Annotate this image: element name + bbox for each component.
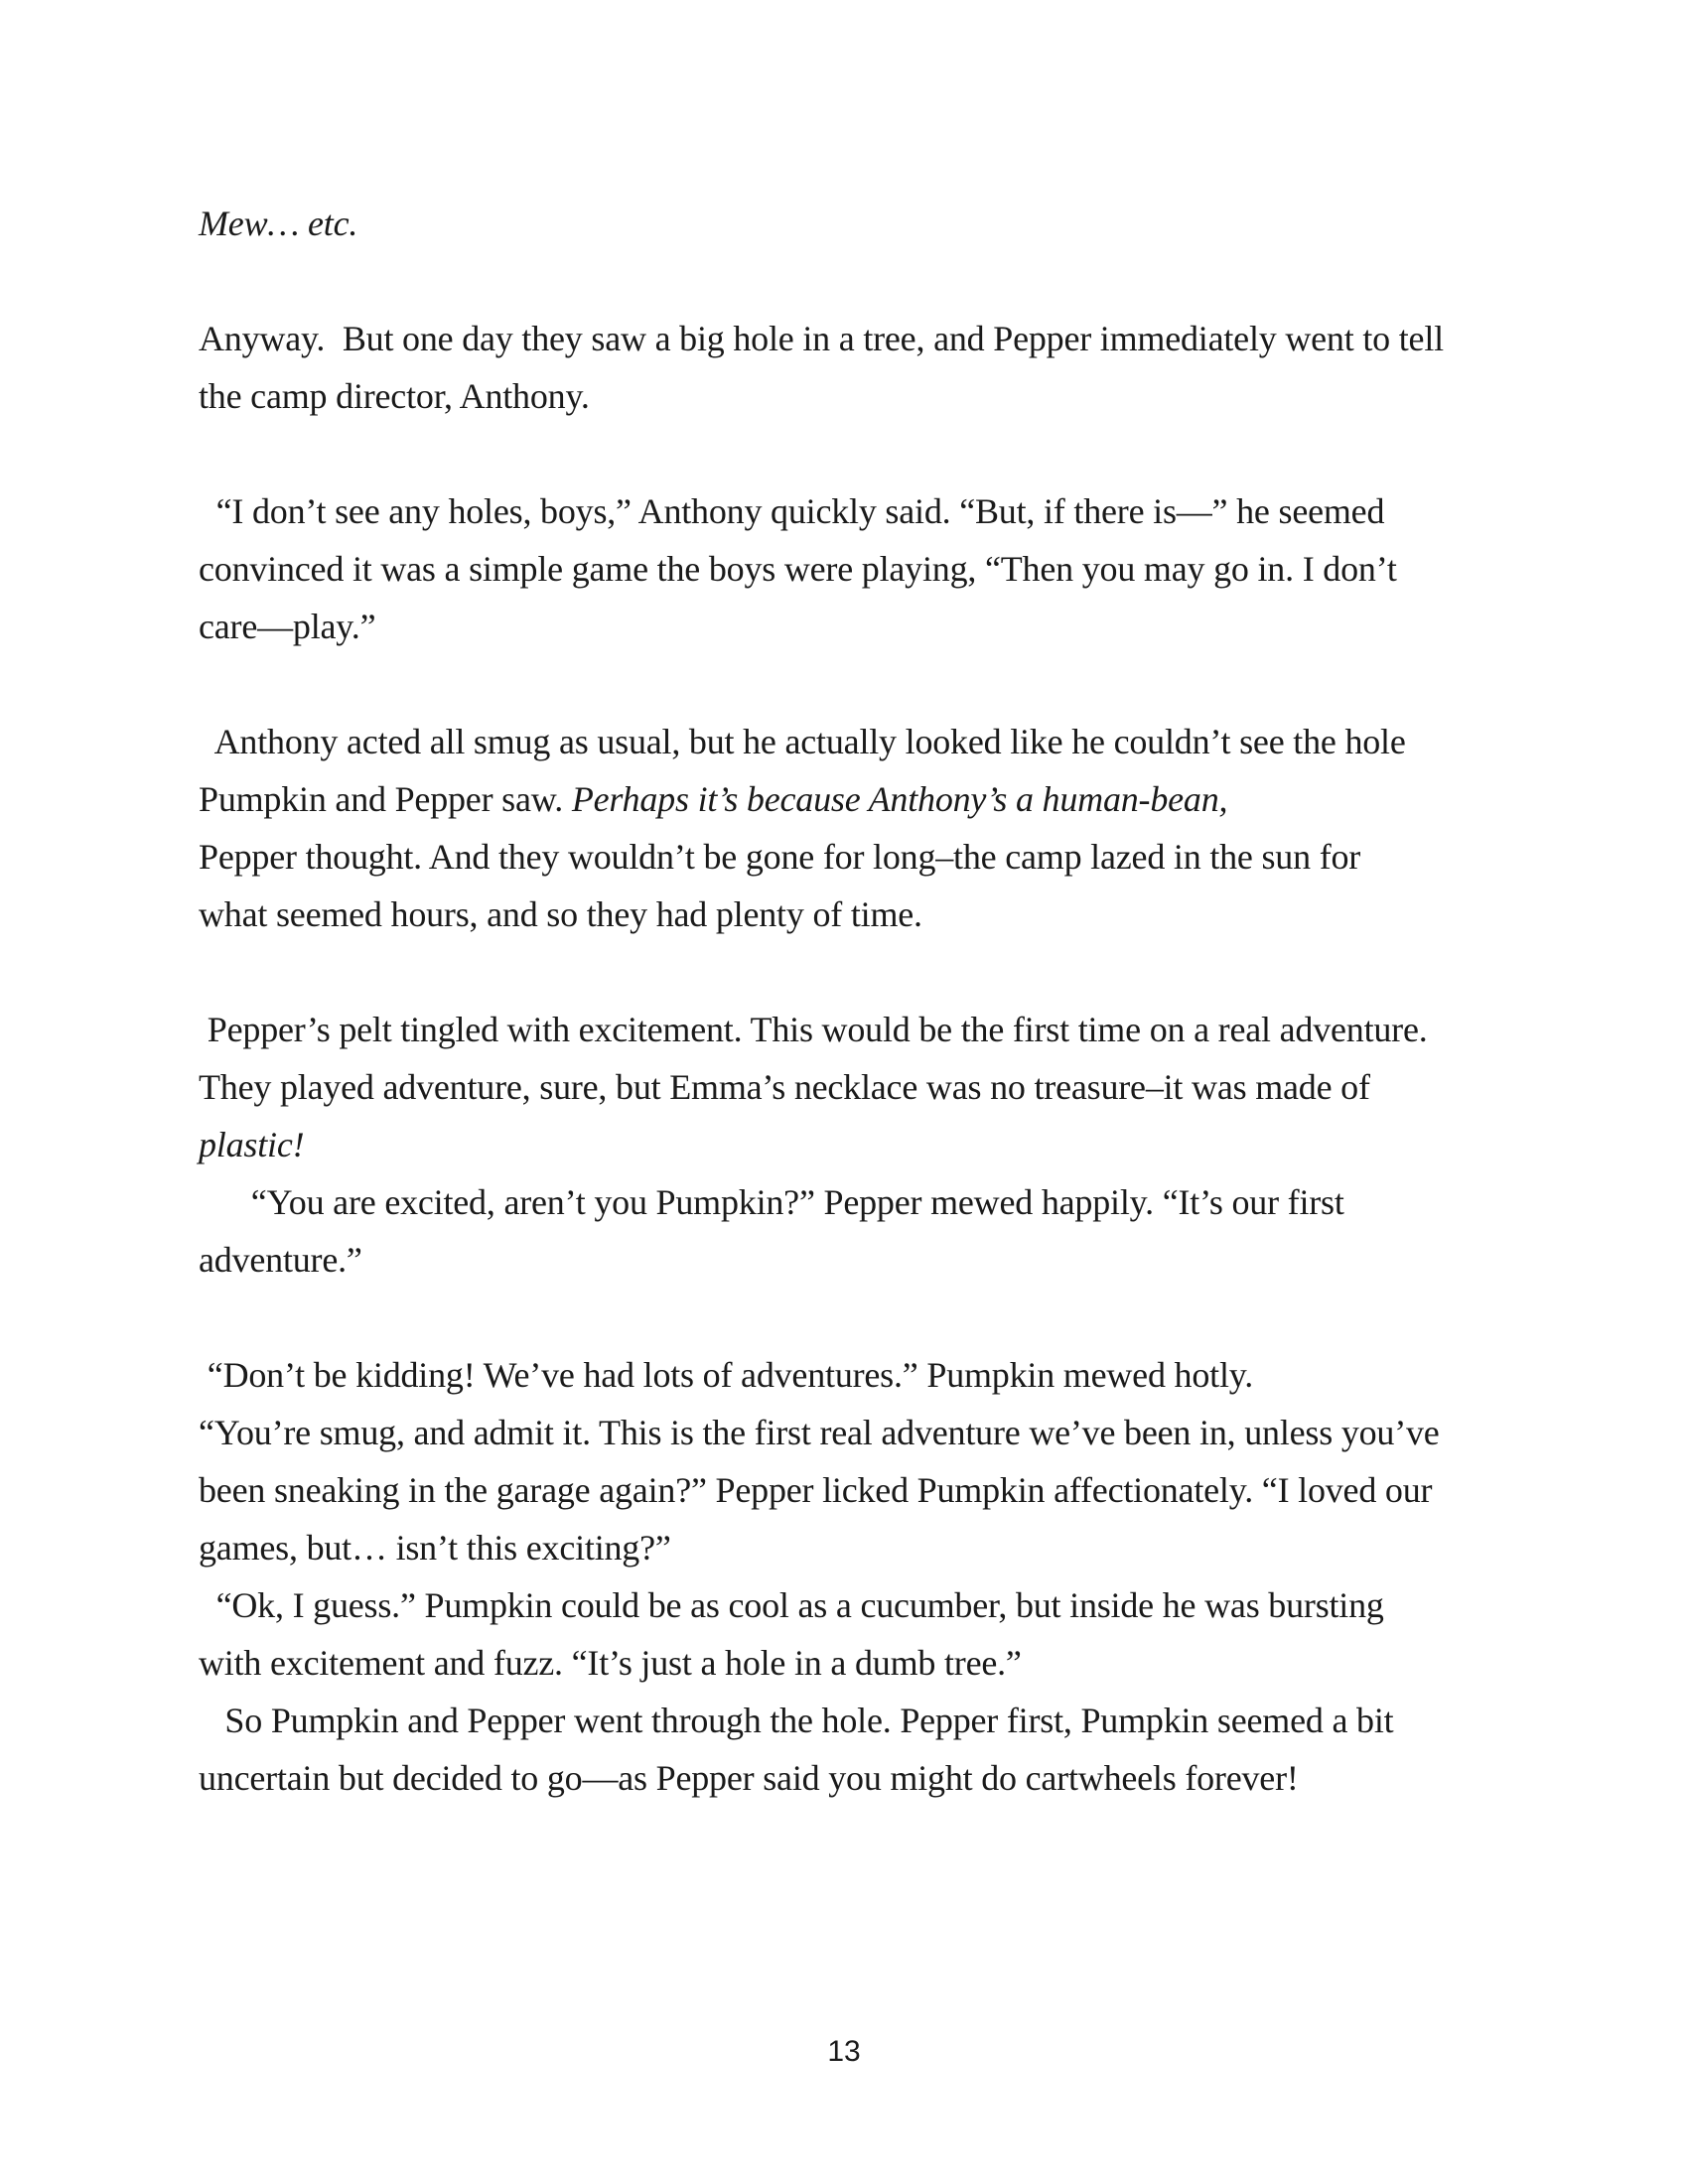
text-line — [199, 1231, 1489, 1289]
text-span: uncertain but decided to go—as Pepper said you might do cartwheels forever! — [199, 1758, 1299, 1798]
text-line — [199, 886, 1489, 943]
paragraph-pumpkin-dialogue — [199, 1346, 1489, 1807]
text-line — [199, 1058, 1489, 1116]
text-span: with excitement and fuzz. “It’s just a hole in a dumb tree.” — [199, 1643, 1022, 1683]
text-line — [199, 1461, 1489, 1519]
text-span: what seemed hours, and so they had plenty of time. — [199, 894, 922, 934]
text-span: Anthony acted all smug as usual, but he actually looked like he couldn’t see the hole — [199, 722, 1406, 761]
page-number: 13 — [827, 2035, 861, 2068]
text-span: They played adventure, sure, but Emma’s necklace was no treasure–it was made of — [199, 1067, 1370, 1107]
text-span: “Don’t be kidding! We’ve had lots of adventures.” Pumpkin mewed hotly. — [199, 1355, 1254, 1395]
text-span: Anyway. But one day they saw a big hole in a tree, and Pepper immediately went to tell — [199, 319, 1444, 358]
text-span: “Ok, I guess.” Pumpkin could be as cool as a cucumber, but inside he was bursting — [199, 1585, 1384, 1625]
text-line — [199, 482, 1489, 540]
text-line — [199, 1173, 1489, 1231]
paragraph-anthony-speaks — [199, 482, 1489, 655]
text-line — [199, 828, 1489, 886]
text-line — [199, 1001, 1489, 1058]
text-line — [199, 598, 1489, 655]
text-line — [199, 1346, 1489, 1404]
text-line — [199, 367, 1489, 425]
text-line — [199, 1519, 1489, 1576]
text-span: the camp director, Anthony. — [199, 376, 590, 416]
text-span: convinced it was a simple game the boys were playing, “Then you may go in. I don’t — [199, 549, 1397, 589]
text-span: Pepper thought. And they wouldn’t be gone for long–the camp lazed in the sun for — [199, 837, 1361, 877]
paragraph-pepper-excited — [199, 1001, 1489, 1289]
text-span: So Pumpkin and Pepper went through the hole. Pepper first, Pumpkin seemed a bit — [199, 1701, 1394, 1740]
text-span: been sneaking in the garage again?” Pepper licked Pumpkin affectionately. “I loved our — [199, 1470, 1433, 1510]
text-span: “I don’t see any holes, boys,” Anthony quickly said. “But, if there is—” he seemed — [199, 491, 1385, 531]
text-line — [199, 770, 1489, 828]
text-line — [199, 1634, 1489, 1692]
text-span: Pumpkin and Pepper saw. — [199, 779, 572, 819]
text-line — [199, 1116, 1489, 1173]
paragraph-anthony-smug — [199, 713, 1489, 943]
text-line — [199, 1404, 1489, 1461]
paragraph-anyway — [199, 310, 1489, 425]
text-span: games, but… isn’t this exciting?” — [199, 1528, 671, 1568]
text-span: “You are excited, aren’t you Pumpkin?” Pepper mewed happily. “It’s our first — [199, 1182, 1344, 1222]
text-line — [199, 195, 1489, 252]
text-span: adventure.” — [199, 1240, 362, 1280]
text-line — [199, 540, 1489, 598]
text-span-italic: plastic! — [199, 1125, 305, 1164]
text-line — [199, 713, 1489, 770]
paragraph-mew — [199, 195, 1489, 252]
text-span: Pepper’s pelt tingled with excitement. This would be the first time on a real adventure. — [199, 1010, 1428, 1049]
text-line — [199, 1576, 1489, 1634]
text-line — [199, 1692, 1489, 1749]
text-span: Mew… etc. — [199, 204, 358, 243]
text-span: “You’re smug, and admit it. This is the first real adventure we’ve been in, unless you’ve — [199, 1413, 1440, 1452]
text-line — [199, 1749, 1489, 1807]
text-line — [199, 310, 1489, 367]
text-span: care—play.” — [199, 607, 376, 646]
text-span-italic: Perhaps it’s because Anthony’s a human-bean, — [571, 779, 1228, 819]
